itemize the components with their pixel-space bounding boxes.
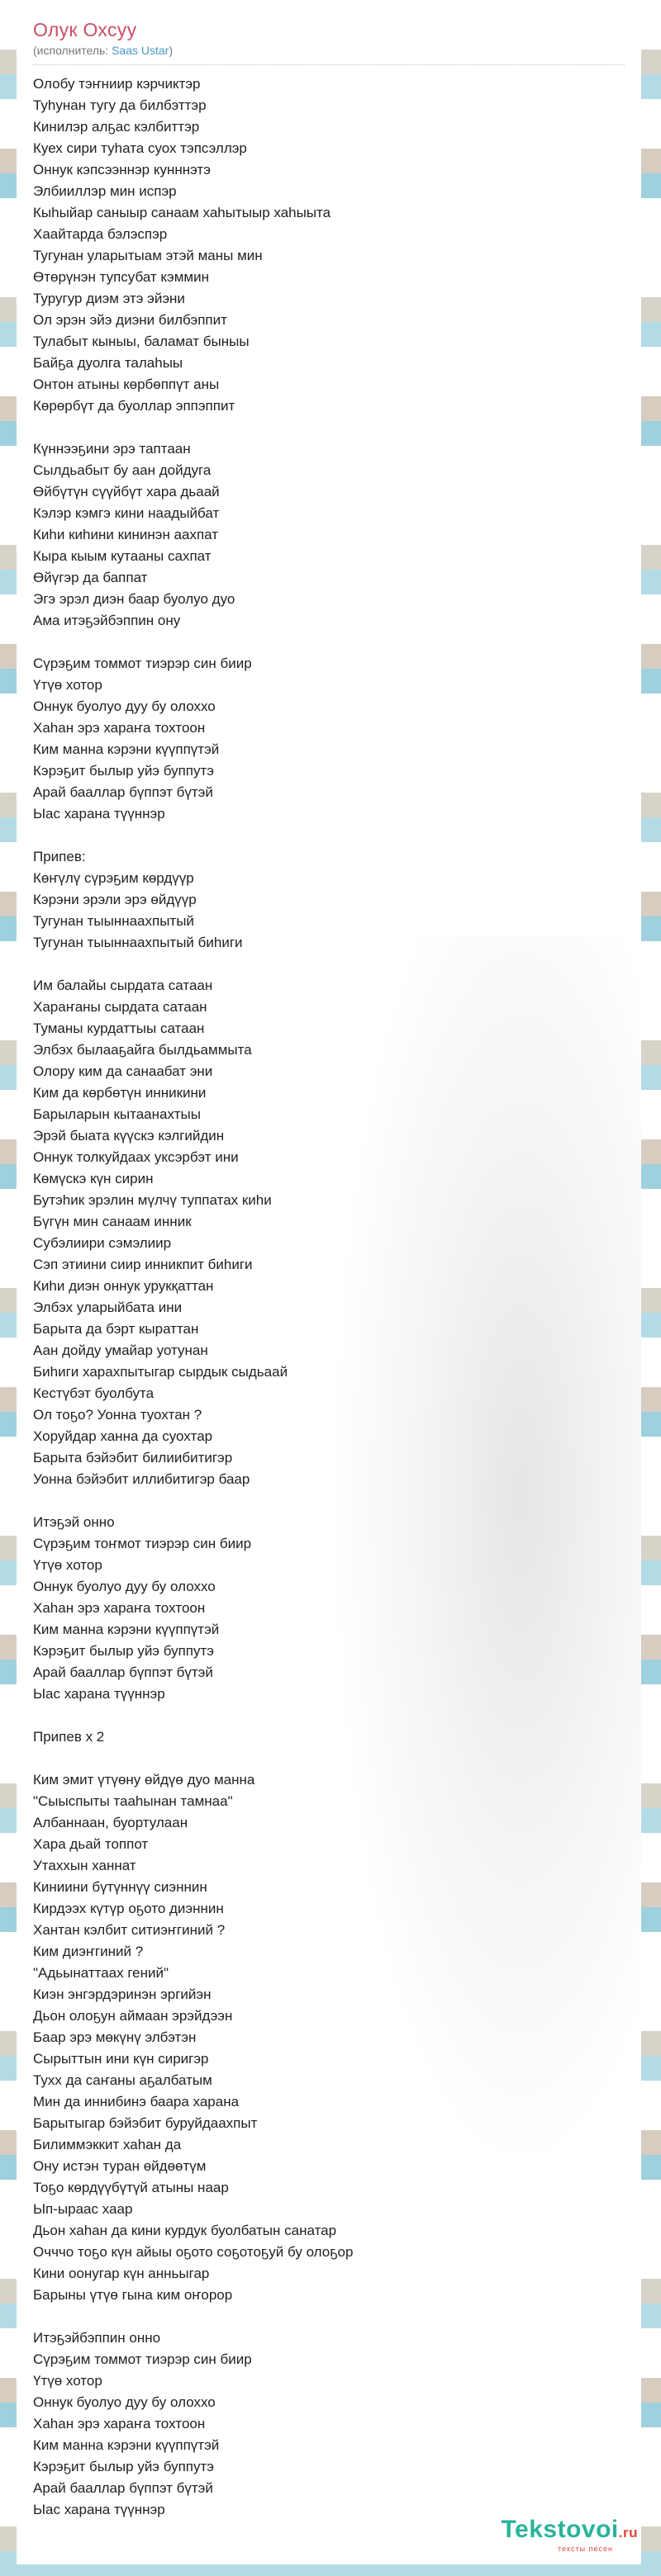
lyrics-line: Ким диэҥгиний ? <box>33 1944 144 1959</box>
lyrics-line: Дьон олоҕун аймаан эрэйдээн <box>33 2008 233 2024</box>
lyrics-line: Арай бааллар бүппэт бүтэй <box>33 2480 213 2496</box>
logo-suffix: .ru <box>618 2525 638 2540</box>
lyrics-line: Кини оонугар күн анньыгар <box>33 2266 210 2281</box>
lyrics-line: Өтөрүнэн тупсубат кэммин <box>33 269 209 285</box>
lyrics-stanza <box>33 653 641 825</box>
title-divider <box>33 64 625 65</box>
lyrics-line: Аан дойду умайар уотунан <box>33 1342 208 1358</box>
lyrics-line: Олору ким да санаабат эни <box>33 1063 213 1079</box>
lyrics-line: Баар эрэ мөкүнү элбэтэн <box>33 2029 197 2045</box>
lyrics-line: Киһи киһини кининэн аахпат <box>33 527 219 542</box>
lyrics-line: Ол эрэн эйэ диэни билбэппит <box>33 312 227 328</box>
lyrics-line: Хараҥаны сырдата сатаан <box>33 999 207 1015</box>
lyrics-line: Ыас харана түүннэр <box>33 1686 165 1702</box>
performer-line <box>33 43 641 58</box>
lyrics-line: Кэлэр кэмгэ кини наадыйбат <box>33 505 220 521</box>
lyrics-line: Киһи диэн оннук урукқаттан <box>33 1278 214 1294</box>
lyrics-line: Очччо тоҕо күн айыы оҕото соҕотоҕуй бу олоҕор <box>33 2244 354 2260</box>
lyrics-line: Кинилэр алҕас кэлбиттэр <box>33 119 200 135</box>
lyrics-line: Ким манна кэрэни күүппүтэй <box>33 2437 220 2453</box>
lyrics-line: Бүгүн мин санаам инник <box>33 1214 192 1229</box>
lyrics-line: Ыас харана түүннэр <box>33 2502 165 2517</box>
lyrics-line: Элбэх уларыйбата ини <box>33 1300 183 1315</box>
lyrics-line: Хантан кэлбит ситиэҥгиний ? <box>33 1922 226 1938</box>
lyrics-line: Эгэ эрэл диэн баар буолуо дуо <box>33 591 235 607</box>
lyrics-line: Припев х 2 <box>33 1729 105 1745</box>
lyrics-line: Үтүө хотор <box>33 1557 102 1573</box>
lyrics-line: Оннук буолуо дуу бу олоххо <box>33 2394 216 2410</box>
lyrics-panel <box>17 12 641 2564</box>
lyrics-line: Киниини бүтүннүү сиэннин <box>33 1879 207 1895</box>
lyrics-stanza <box>33 846 641 954</box>
lyrics-line: Ким эмит үтүөну өйдүө дуо манна <box>33 1772 255 1788</box>
lyrics-line: Тугунан тыыннаахпытый биһиги <box>33 935 243 950</box>
lyrics-line: Хоруйдар ханна да суохтар <box>33 1428 213 1444</box>
lyrics-line: Оннук буолуо дуу бу олоххо <box>33 1579 216 1594</box>
lyrics-line: Хаһан эрэ хараҥа тохтоон <box>33 720 206 736</box>
lyrics-line: Ким да көрбөтүн инникини <box>33 1085 207 1101</box>
lyrics-line: Сүрэҕим томмот тиэрэр син биир <box>33 656 252 671</box>
lyrics-line: Сырыттын ини күн сиригэр <box>33 2051 209 2067</box>
lyrics-line: "Сыыспыты тааһынан тамнаа" <box>33 1793 233 1809</box>
performer-suffix: ) <box>169 44 174 57</box>
lyrics-line: Им балайы сырдата сатаан <box>33 978 213 993</box>
lyrics-stanza <box>33 1769 641 2306</box>
lyrics-line: Тоҕо көрдүүбүтүй атыны наар <box>33 2180 229 2195</box>
lyrics-line: Ким манна кэрэни күүппүтэй <box>33 741 220 757</box>
logo-tagline: тексты песен <box>557 2545 613 2553</box>
lyrics-line: Сүрэҕим тоҥмот тиэрэр син биир <box>33 1536 252 1551</box>
lyrics-stanza <box>33 1512 641 1705</box>
lyrics-line: Барыны үтүө гына ким оҥорор <box>33 2287 233 2303</box>
lyrics-line: Туругур диэм этэ эйэни <box>33 291 185 306</box>
lyrics-line: Албаннаан, буортулаан <box>33 1815 188 1830</box>
lyrics-text <box>33 73 641 2521</box>
song-title: Олук Охсуу <box>33 19 137 40</box>
lyrics-line: Онтон атыны көрбөппүт аны <box>33 376 220 392</box>
lyrics-line: Мин да иннибинэ баара харана <box>33 2094 240 2110</box>
lyrics-line: Кэрэҕит былыр уйэ буппутэ <box>33 2459 214 2474</box>
lyrics-line: Хаайтарда бэлэспэр <box>33 226 168 242</box>
lyrics-line: Эрэй быата күүскэ кэлгийдин <box>33 1128 225 1144</box>
lyrics-line: Тугунан тыыннаахпытый <box>33 913 194 929</box>
lyrics-line: Элбииллэр мин испэр <box>33 183 177 199</box>
lyrics-line: Өйбүтүн сүүйбүт хара дьаай <box>33 484 220 500</box>
site-logo[interactable] <box>501 2517 638 2553</box>
lyrics-line: Көрөрбүт да буоллар эппэппит <box>33 398 235 414</box>
performer-link[interactable]: Saas Ustar <box>112 44 169 57</box>
lyrics-line: Оннук буолуо дуу бу олоххо <box>33 698 216 714</box>
logo-text <box>501 2517 638 2546</box>
lyrics-line: Кыра кыым кутааны сахпат <box>33 548 212 564</box>
lyrics-line: Куех сири туһата суох тэпсэллэр <box>33 140 247 156</box>
lyrics-line: Сылдьабыт бу аан дойдуга <box>33 462 212 478</box>
lyrics-line: Барыта бэйэбит билиибитигэр <box>33 1450 233 1466</box>
lyrics-stanza <box>33 438 641 632</box>
lyrics-line: Билиммэккит хаһан да <box>33 2137 182 2152</box>
lyrics-line: Өйүгэр да баппат <box>33 570 148 585</box>
lyrics-line: Күннээҕини эрэ таптаан <box>33 441 191 457</box>
lyrics-line: Хара дьай топпот <box>33 1836 149 1852</box>
lyrics-line: Киэн энгэрдэринэн эргийэн <box>33 1986 212 2002</box>
lyrics-line: Оннук кэпсээннэр кунннэтэ <box>33 162 211 178</box>
lyrics-line: Кирдээх күтүр оҕото диэннин <box>33 1901 224 1916</box>
lyrics-line: Сэп этиини сиир инникпит биһиги <box>33 1257 253 1272</box>
lyrics-line: Үтүө хотор <box>33 2373 102 2389</box>
lyrics-line: Кэрэни эрэли эрэ өйдүүр <box>33 892 197 907</box>
lyrics-line: Туманы курдаттыы сатаан <box>33 1020 205 1036</box>
lyrics-line: Үтүө хотор <box>33 677 102 693</box>
lyrics-line: Ама итэҕэйбэппин ону <box>33 613 181 628</box>
lyrics-line: Итэҕэйбэппин онно <box>33 2330 161 2346</box>
lyrics-line: Барытыгар бэйэбит буруйдаахпыт <box>33 2115 258 2131</box>
lyrics-line: Дьон хаһан да кини курдук буолбатын санатар <box>33 2223 337 2238</box>
lyrics-line: Оннук толкуйдаах уксэрбэт ини <box>33 1149 239 1165</box>
lyrics-line: Хаһан эрэ хараҥа тохтоон <box>33 2416 206 2432</box>
lyrics-line: Кэрэҕит былыр уйэ буппутэ <box>33 1643 214 1659</box>
lyrics-stanza <box>33 1726 641 1748</box>
lyrics-line: Кыһыйар саныыр санаам хаһытыыр хаһыыта <box>33 205 331 220</box>
lyrics-line: Бутэһик эрэлин мүлчү туппатах киһи <box>33 1192 272 1208</box>
lyrics-line: Тулабыт кыныы, баламат быныы <box>33 334 250 349</box>
lyrics-stanza <box>33 73 641 417</box>
lyrics-line: Ыас харана түүннэр <box>33 806 165 822</box>
lyrics-line: Утаххын ханнат <box>33 1858 136 1873</box>
lyrics-line: "Адьынаттаах гений" <box>33 1965 169 1981</box>
lyrics-content <box>17 12 641 2521</box>
lyrics-line: Ону истэн туран өйдөөтүм <box>33 2158 207 2174</box>
lyrics-line: Арай бааллар бүппэт бүтэй <box>33 1664 213 1680</box>
lyrics-line: Хаһан эрэ хараҥа тохтоон <box>33 1600 206 1616</box>
lyrics-line: Биһиги харахпытыгар сырдык сыдьаай <box>33 1364 288 1380</box>
lyrics-line: Уонна бэйэбит иллибитигэр баар <box>33 1471 250 1487</box>
lyrics-line: Барыларын кытаанахтыы <box>33 1106 201 1122</box>
lyrics-line: Итэҕэй онно <box>33 1514 115 1530</box>
lyrics-line: Сүрэҕим томмот тиэрэр син биир <box>33 2351 252 2367</box>
lyrics-line: Арай бааллар бүппэт бүтэй <box>33 784 213 800</box>
lyrics-line: Көмүскэ күн сирин <box>33 1171 154 1186</box>
lyrics-line: Ким манна кэрэни күүппүтэй <box>33 1622 220 1637</box>
lyrics-line: Байҕа дуолга талаһыы <box>33 355 183 371</box>
lyrics-stanza <box>33 975 641 1490</box>
lyrics-line: Элбэх былааҕайга былдьаммыта <box>33 1042 252 1058</box>
performer-prefix: (исполнитель: <box>33 44 112 57</box>
lyrics-line: Припев: <box>33 849 86 864</box>
lyrics-line: Кэрэҕит былыр уйэ буппутэ <box>33 763 214 779</box>
lyrics-line: Ып-ыраас хаар <box>33 2201 133 2217</box>
lyrics-line: Кестүбэт буолбута <box>33 1385 155 1401</box>
lyrics-line: Тугунан уларытыам этэй маны мин <box>33 248 263 263</box>
lyrics-stanza <box>33 2327 641 2521</box>
lyrics-line: Туһунан тугу да билбэттэр <box>33 97 207 113</box>
lyrics-line: Барыта да бэрт кыраттан <box>33 1321 199 1337</box>
lyrics-line: Ол тоҕо? Уонна туохтан ? <box>33 1407 202 1423</box>
logo-name: Tekstovoi <box>501 2516 619 2543</box>
lyrics-line: Субэлиири сэмэлиир <box>33 1235 172 1251</box>
lyrics-line: Көҥүлү сүрэҕим көрдүүр <box>33 870 194 886</box>
lyrics-line: Олобу тэҥниир кэрчиктэр <box>33 76 201 92</box>
lyrics-line: Тухх да саҥаны аҕалбатым <box>33 2072 212 2088</box>
